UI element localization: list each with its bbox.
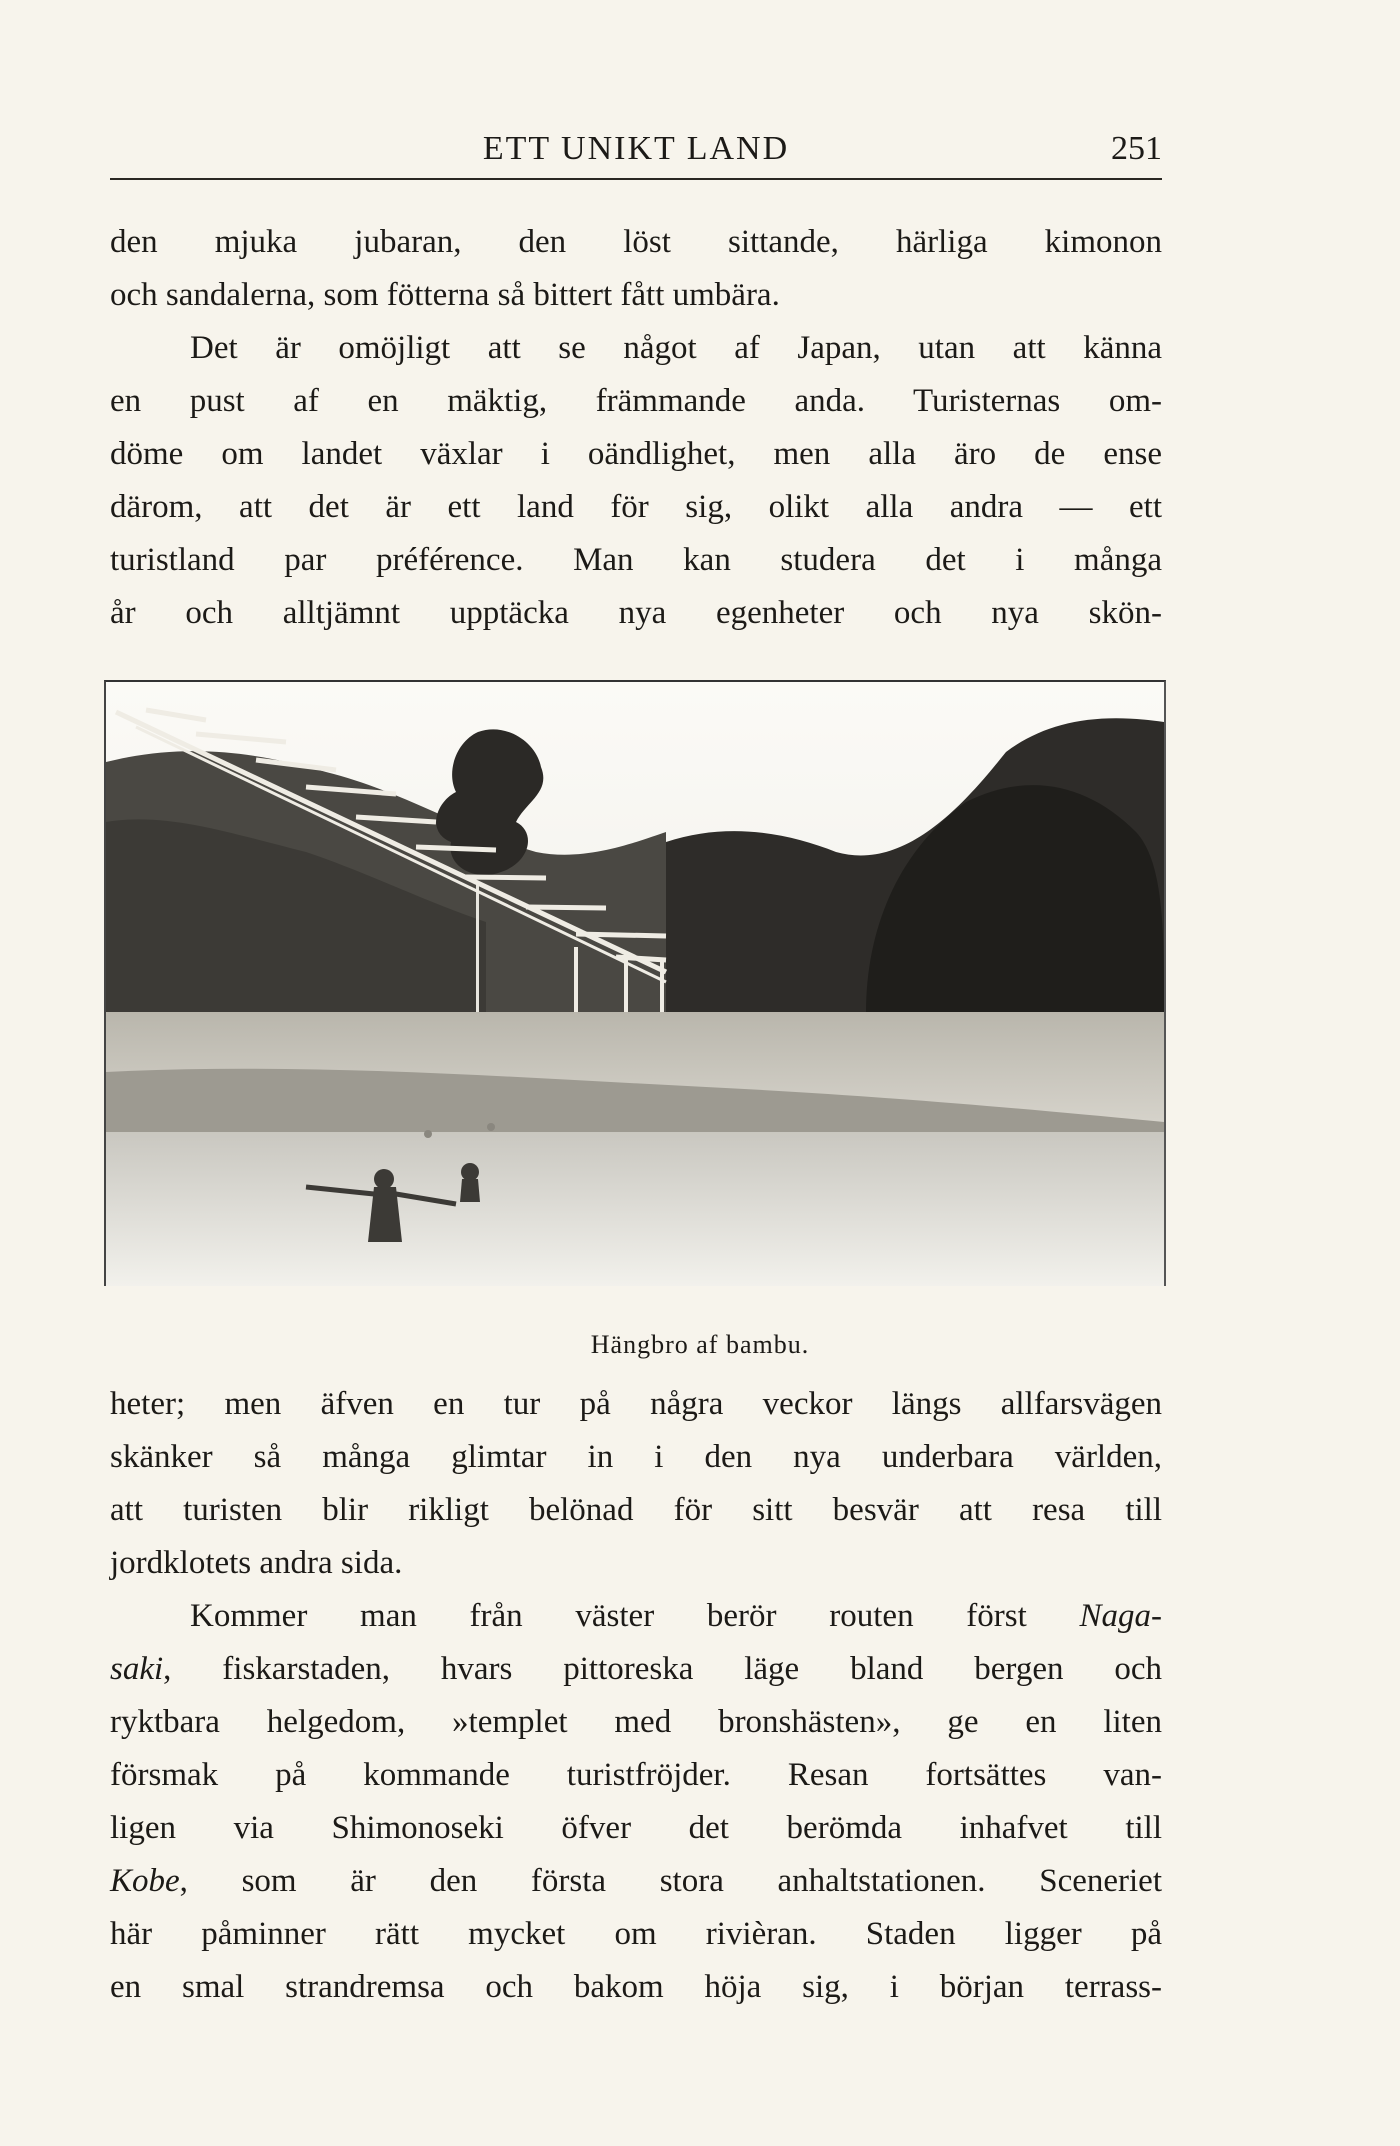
bamboo-bridge-photo bbox=[104, 680, 1166, 1286]
text-line bbox=[110, 1590, 1162, 1643]
text-line: här påminner rätt mycket om rivièran. Staden ligger på bbox=[110, 1916, 1162, 1952]
place-name-nagasaki-end: saki bbox=[110, 1651, 164, 1687]
text-line: Det är omöjligt att se något af Japan, utan att känna bbox=[190, 330, 1162, 366]
text-fragment: Kommer man från väster berör routen först bbox=[190, 1598, 1080, 1634]
page-header bbox=[110, 128, 1162, 176]
page-number: 251 bbox=[1111, 130, 1162, 167]
text-line: att turisten blir rikligt belönad för sitt besvär att resa till bbox=[110, 1492, 1162, 1528]
figure-caption: Hängbro af bambu. bbox=[590, 1330, 810, 1359]
paragraph bbox=[110, 1590, 1162, 2014]
text-line: den mjuka jubaran, den löst sittande, härliga kimonon bbox=[110, 224, 1162, 260]
text-fragment: , fiskarstaden, hvars pittoreska läge bland bergen och bbox=[163, 1651, 1162, 1687]
river bbox=[106, 1132, 1164, 1286]
paragraph-continuation bbox=[110, 216, 1162, 322]
text-line: jordklotets andra sida. bbox=[110, 1545, 403, 1581]
photo-illustration bbox=[106, 682, 1164, 1286]
text-line: ryktbara helgedom, »templet med bronshästen», ge en liten bbox=[110, 1704, 1162, 1740]
text-line: turistland par préférence. Man kan studera det i många bbox=[110, 542, 1162, 578]
place-name-nagasaki: Naga- bbox=[1079, 1598, 1162, 1634]
header-rule bbox=[110, 178, 1162, 180]
running-head: ETT UNIKT LAND bbox=[482, 130, 790, 167]
text-line: heter; men äfven en tur på några veckor längs allfarsvägen bbox=[110, 1386, 1162, 1422]
paragraph bbox=[110, 322, 1162, 640]
text-line: år och alltjämnt upptäcka nya egenheter och nya skön- bbox=[110, 595, 1162, 631]
text-line: ligen via Shimonoseki öfver det berömda inhafvet till bbox=[110, 1810, 1162, 1846]
text-line bbox=[110, 1643, 1162, 1696]
text-fragment: , som är den första stora anhaltstationen. Sceneriet bbox=[179, 1863, 1162, 1899]
paragraph-continuation bbox=[110, 1378, 1162, 1590]
text-line: och sandalerna, som fötterna så bittert fått umbära. bbox=[110, 277, 780, 313]
place-name-kobe: Kobe bbox=[110, 1863, 180, 1899]
text-line bbox=[110, 1855, 1162, 1908]
text-line: skänker så många glimtar in i den nya underbara världen, bbox=[110, 1439, 1162, 1475]
text-line: försmak på kommande turistfröjder. Resan fortsättes van- bbox=[110, 1757, 1162, 1793]
text-line: döme om landet växlar i oändlighet, men alla äro de ense bbox=[110, 436, 1162, 472]
text-line: en smal strandremsa och bakom höja sig, i början terrass- bbox=[110, 1969, 1162, 2005]
text-line: en pust af en mäktig, främmande anda. Turisternas om- bbox=[110, 383, 1162, 419]
tree-trunk bbox=[476, 882, 479, 1022]
text-line: därom, att det är ett land för sig, olikt alla andra — ett bbox=[110, 489, 1162, 525]
